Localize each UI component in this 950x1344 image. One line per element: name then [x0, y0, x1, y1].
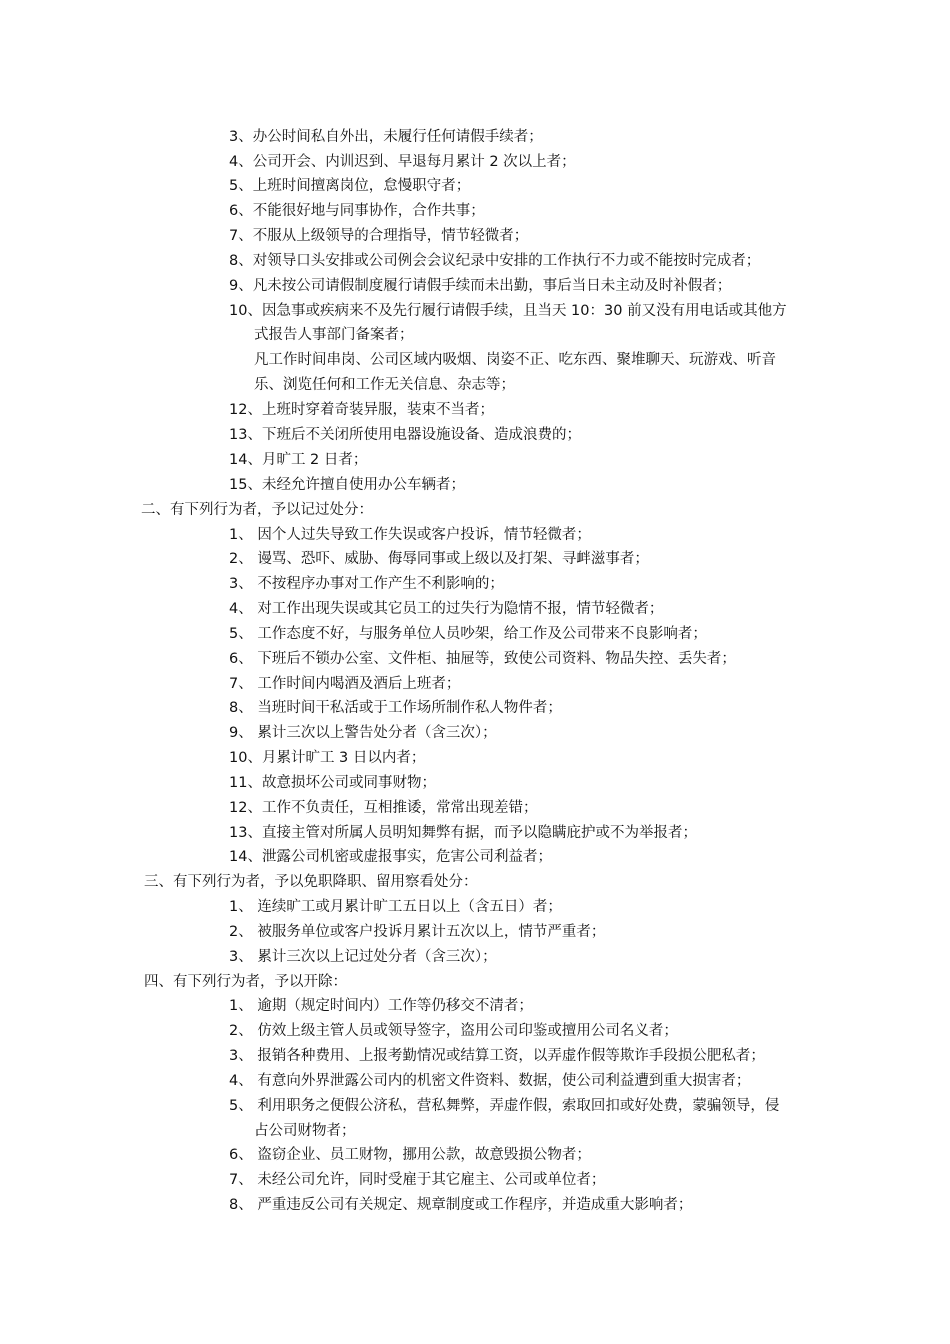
list-item: 4、公司开会、内训迟到、早退每月累计 2 次以上者； [229, 154, 576, 170]
list-item-continuation: 式报告人事部门备案者； [254, 327, 414, 343]
list-item: 2、 谩骂、恐吓、威胁、侮辱同事或上级以及打架、寻衅滋事者； [229, 551, 649, 567]
list-item: 7、 工作时间内喝酒及酒后上班者； [229, 676, 461, 692]
list-item: 2、 仿效上级主管人员或领导签字，盗用公司印鉴或擅用公司名义者； [229, 1023, 678, 1039]
list-item: 8、对领导口头安排或公司例会会议纪录中安排的工作执行不力或不能按时完成者； [229, 253, 761, 269]
list-item: 12、工作不负责任，互相推诿，常常出现差错； [229, 800, 538, 816]
list-item: 3、办公时间私自外出，未履行任何请假手续者； [229, 129, 543, 145]
list-item: 凡工作时间串岗、公司区域内吸烟、岗姿不正、吃东西、聚堆聊天、玩游戏、听音 [254, 352, 776, 368]
list-item: 5、 工作态度不好，与服务单位人员吵架，给工作及公司带来不良影响者； [229, 626, 707, 642]
list-item: 12、上班时穿着奇装异服，装束不当者； [229, 402, 494, 418]
list-item: 3、 报销各种费用、上报考勤情况或结算工资，以弄虚作假等欺诈手段损公肥私者； [229, 1048, 765, 1064]
list-item: 14、月旷工 2 日者； [229, 452, 368, 468]
list-item: 8、 严重违反公司有关规定、规章制度或工作程序，并造成重大影响者； [229, 1197, 693, 1213]
list-item: 13、直接主管对所属人员明知舞弊有据，而予以隐瞒庇护或不为举报者； [229, 825, 697, 841]
list-item: 5、上班时间擅离岗位，怠慢职守者； [229, 178, 471, 194]
list-item: 1、 连续旷工或月累计旷工五日以上（含五日）者； [229, 899, 562, 915]
list-item: 11、故意损坏公司或同事财物； [229, 775, 436, 791]
list-item: 9、 累计三次以上警告处分者（含三次）； [229, 725, 497, 741]
list-item: 5、 利用职务之便假公济私，营私舞弊，弄虚作假，索取回扣或好处费，蒙骗领导，侵 [229, 1098, 780, 1114]
section-heading: 四、有下列行为者，予以开除： [144, 974, 347, 990]
list-item: 6、不能很好地与同事协作，合作共事； [229, 203, 485, 219]
list-item-continuation: 乐、浏览任何和工作无关信息、杂志等； [254, 377, 515, 393]
list-item: 2、 被服务单位或客户投诉月累计五次以上，情节严重者； [229, 924, 606, 940]
list-item: 13、下班后不关闭所使用电器设施设备、造成浪费的； [229, 427, 581, 443]
list-item: 15、未经允许擅自使用办公车辆者； [229, 477, 465, 493]
list-item: 1、 因个人过失导致工作失误或客户投诉，情节轻微者； [229, 527, 591, 543]
list-item: 7、不服从上级领导的合理指导，情节轻微者； [229, 228, 529, 244]
list-item: 1、 逾期（规定时间内）工作等仍移交不清者； [229, 998, 533, 1014]
list-item: 7、 未经公司允许，同时受雇于其它雇主、公司或单位者； [229, 1172, 606, 1188]
list-item: 10、因急事或疾病来不及先行履行请假手续，且当天 10：30 前又没有用电话或其他方 [229, 303, 787, 319]
list-item: 4、 对工作出现失误或其它员工的过失行为隐情不报，情节轻微者； [229, 601, 664, 617]
section-heading: 二、有下列行为者，予以记过处分： [141, 502, 373, 518]
section-heading: 三、有下列行为者，予以免职降职、留用察看处分： [144, 874, 478, 890]
list-item: 6、 盗窃企业、员工财物，挪用公款，故意毁损公物者； [229, 1147, 591, 1163]
list-item: 14、泄露公司机密或虚报事实，危害公司利益者； [229, 849, 552, 865]
list-item: 6、 下班后不锁办公室、文件柜、抽屉等，致使公司资料、物品失控、丢失者； [229, 651, 736, 667]
list-item: 4、 有意向外界泄露公司内的机密文件资料、数据，使公司利益遭到重大损害者； [229, 1073, 751, 1089]
list-item-continuation: 占公司财物者； [254, 1123, 356, 1139]
list-item: 8、 当班时间干私活或于工作场所制作私人物件者； [229, 700, 562, 716]
list-item: 10、月累计旷工 3 日以内者； [229, 750, 426, 766]
list-item: 3、 不按程序办事对工作产生不利影响的； [229, 576, 504, 592]
list-item: 3、 累计三次以上记过处分者（含三次）； [229, 949, 497, 965]
list-item: 9、凡未按公司请假制度履行请假手续而未出勤，事后当日未主动及时补假者； [229, 278, 732, 294]
